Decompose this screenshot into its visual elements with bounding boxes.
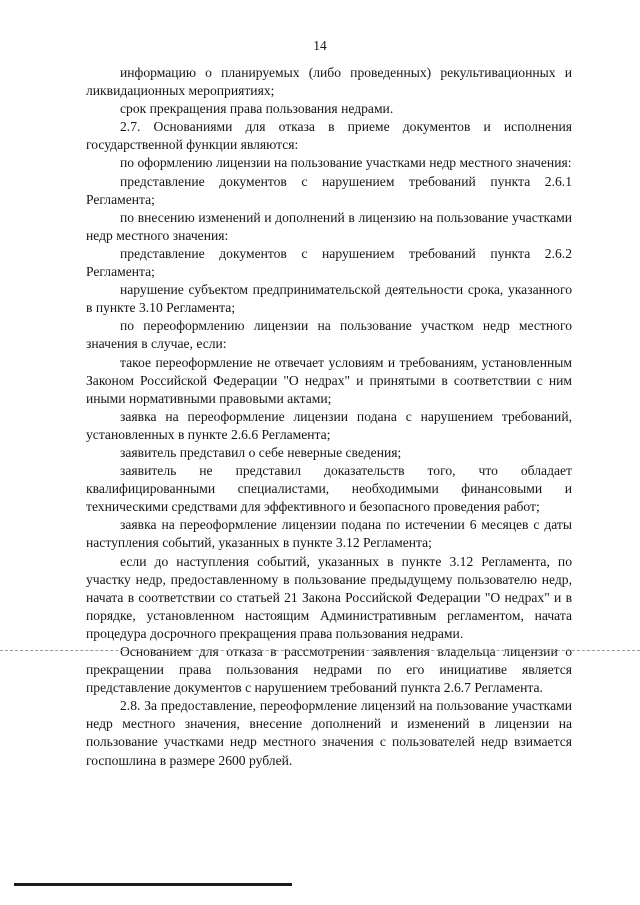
document-body <box>86 64 572 770</box>
paragraph: представление документов с нарушением требований пункта 2.6.2 Регламента; <box>86 245 572 280</box>
footer-rule <box>14 883 292 886</box>
paragraph: информацию о планируемых (либо проведенных) рекультивационных и ликвидационных мероприятиях; <box>86 65 572 99</box>
paragraph: по внесению изменений и дополнений в лицензию на пользование участками недр местного значения: <box>86 209 572 243</box>
paragraph: срок прекращения права пользования недрами. <box>120 101 394 117</box>
paragraph: 2.8. За предоставление, переоформление лицензий на пользование участками недр местного значения, внесение дополнений и изменений в лицензии на пользование участками недр местного значения с пользователей недр взимается госпошлина в размере 2600 рублей. <box>86 698 572 768</box>
paragraph: 2.7. Основаниями для отказа в приеме документов и исполнения государственной функции являются: <box>86 119 572 153</box>
paragraph: представление документов с нарушением требований пункта 2.6.1 Регламента; <box>86 173 572 207</box>
paragraph: такое переоформление не отвечает условиям и требованиям, установленным Законом Российской Федерации "О недрах" и принятыми в соответствии с ним иными нормативными правовыми актами; <box>86 354 572 406</box>
paragraph: заявитель представил о себе неверные сведения; <box>120 444 402 460</box>
paragraph: по переоформлению лицензии на пользование участком недр местного значения в случае, если: <box>86 318 572 352</box>
paragraph: заявка на переоформление лицензии подана с нарушением требований, установленных в пункте 2.6.6 Регламента; <box>86 408 572 442</box>
page-number: 14 <box>313 38 327 53</box>
paragraph: нарушение субъектом предпринимательской деятельности срока, указанного в пункте 3.10 Регламента; <box>86 282 572 316</box>
paragraph: если до наступления событий, указанных в пункте 3.12 Регламента, по участку недр, предоставленному в пользование предыдущему пользователю недр, начата в соответствии со статьей 21 Закона Российской Федерации "О недрах" и в порядке, установленном настоящим Административным регламентом, начата процедура досрочного прекращения права пользования недрами. <box>86 553 572 641</box>
paragraph: Основанием для отказа в рассмотрении заявления владельца лицензии о прекращении права пользования недрами по его инициативе является представление документов с нарушением требований пункта 2.6.7 Регламента. <box>86 644 572 696</box>
paragraph: заявитель не представил доказательств того, что обладает квалифицированными специалистами, необходимыми финансовыми и техническими средствами для эффективного и безопасного проведения работ; <box>86 463 572 515</box>
scan-artifact-line <box>0 650 640 651</box>
paragraph: по оформлению лицензии на пользование участками недр местного значения: <box>120 155 572 171</box>
paragraph: заявка на переоформление лицензии подана по истечении 6 месяцев с даты наступления событий, указанных в пункте 3.12 Регламента; <box>86 517 572 551</box>
